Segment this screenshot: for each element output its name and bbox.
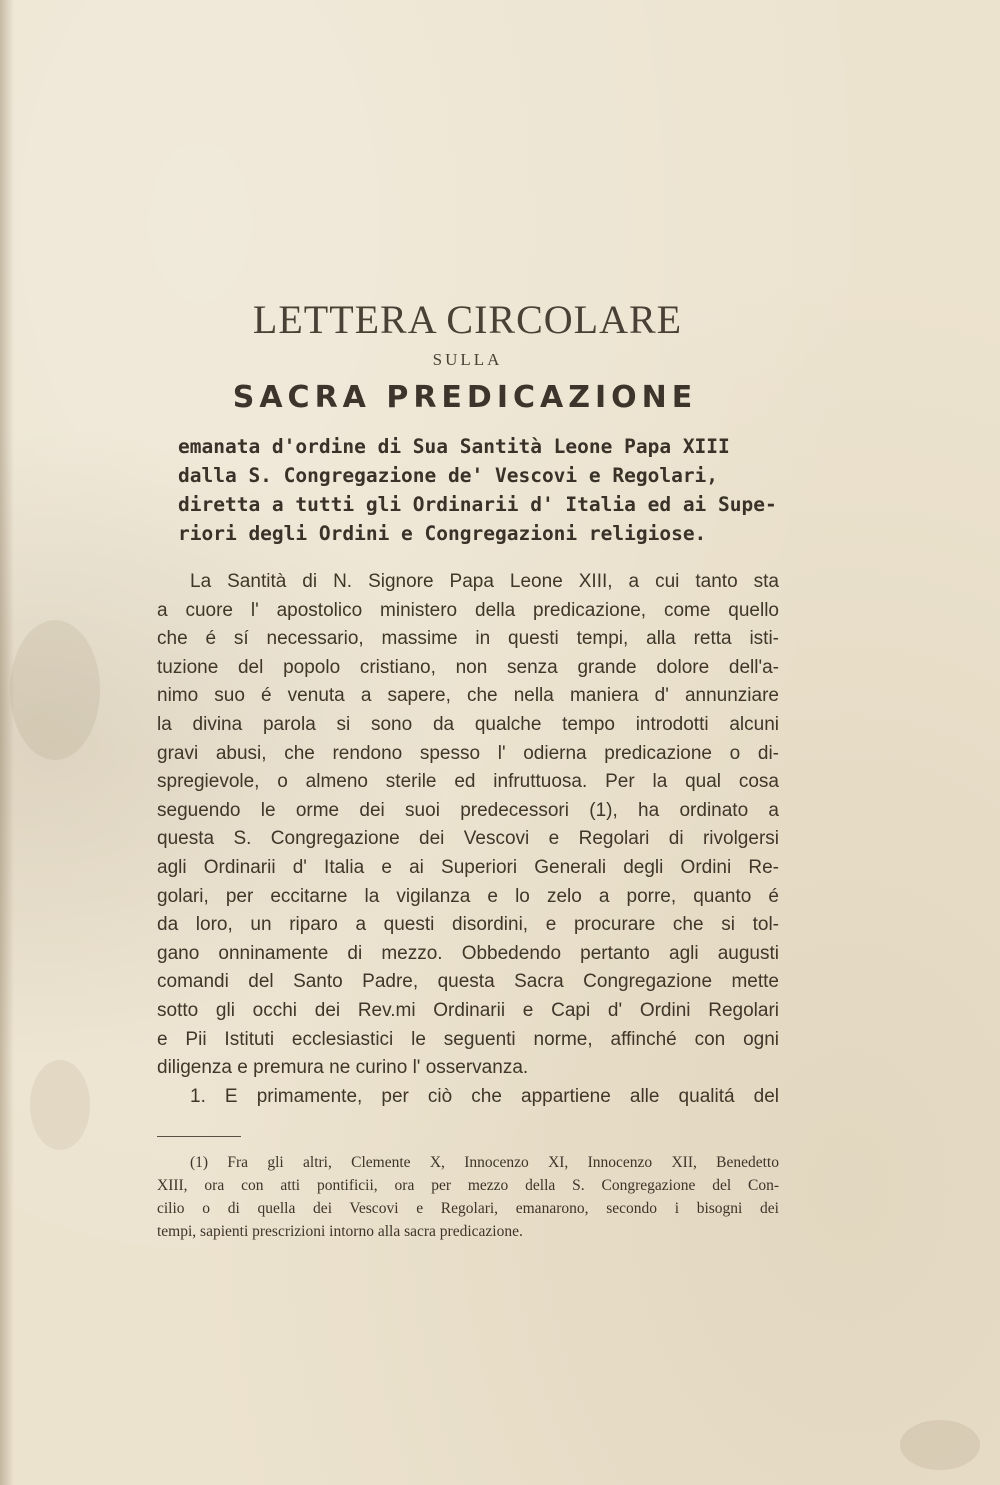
paper-stain — [900, 1420, 980, 1470]
footnote — [157, 1151, 779, 1243]
body-line: sotto gli occhi dei Rev.mi Ordinarii e Capi d' Ordini Regolari — [157, 999, 779, 1021]
footnote-separator — [157, 1136, 241, 1137]
body-line: comandi del Santo Padre, questa Sacra Congregazione mette — [157, 971, 779, 993]
body-line: questa S. Congregazione dei Vescovi e Regolari di rivolgersi — [157, 828, 779, 850]
document-title: LETTERA CIRCOLARE — [252, 297, 683, 342]
page-edge-shadow — [0, 0, 14, 1485]
body-line: tuzione del popolo cristiano, non senza grande dolore dell'a- — [157, 656, 779, 678]
document-subject: SACRA PREDICAZIONE — [232, 380, 698, 415]
body-line: seguendo le orme dei suoi predecessori (1), ha ordinato a — [157, 799, 779, 821]
decree-paragraph — [178, 432, 777, 548]
body-line: la divina parola si sono da qualche tempo introdotti alcuni — [157, 713, 779, 735]
document-subtitle-sulla: SULLA — [432, 350, 503, 369]
paper-stain — [30, 1060, 90, 1150]
body-line: e Pii Istituti ecclesiastici le seguenti norme, affinché con ogni — [157, 1028, 779, 1050]
body-line: 1. E primamente, per ciò che appartiene alle qualitá del — [190, 1085, 779, 1107]
footnote-line: tempi, sapienti prescrizioni intorno alla sacra predicazione. — [157, 1223, 523, 1240]
decree-line: diretta a tutti gli Ordinarii d' Italia ed ai Supe- — [178, 493, 777, 516]
body-line: da loro, un riparo a questi disordini, e procurare che si tol- — [157, 914, 779, 936]
body-line: spregievole, o almeno sterile ed infruttuosa. Per la qual cosa — [157, 771, 779, 793]
body-line: agli Ordinarii d' Italia e ai Superiori Generali degli Ordini Re- — [157, 856, 779, 878]
body-line: che é sí necessario, massime in questi tempi, alla retta isti- — [157, 628, 779, 650]
footnote-line: XIII, ora con atti pontificii, ora per mezzo della S. Congregazione del Con- — [157, 1177, 779, 1194]
decree-line: emanata d'ordine di Sua Santità Leone Papa XIII — [178, 435, 730, 458]
body-line: diligenza e premura ne curino l' osservanza. — [157, 1057, 529, 1079]
body-line: golari, per eccitarne la vigilanza e lo zelo a porre, quanto é — [157, 885, 779, 907]
body-line: nimo suo é venuta a sapere, che nella maniera d' annunziare — [157, 685, 779, 707]
body-line: a cuore l' apostolico ministero della predicazione, come quello — [157, 599, 779, 621]
body-text — [157, 568, 779, 1111]
decree-line: riori degli Ordini e Congregazioni religiose. — [178, 522, 707, 545]
paper-stain — [10, 620, 100, 760]
decree-line: dalla S. Congregazione de' Vescovi e Regolari, — [178, 464, 719, 487]
body-line: gano onninamente di mezzo. Obbedendo pertanto agli augusti — [157, 942, 779, 964]
body-line: gravi abusi, che rendono spesso l' odierna predicazione o di- — [157, 742, 779, 764]
body-line: La Santità di N. Signore Papa Leone XIII, a cui tanto sta — [190, 571, 779, 592]
footnote-line: cilio o di quella dei Vescovi e Regolari, emanarono, secondo i bisogni dei — [157, 1200, 779, 1217]
footnote-line: (1) Fra gli altri, Clemente X, Innocenzo XI, Innocenzo XII, Benedetto — [190, 1154, 779, 1171]
